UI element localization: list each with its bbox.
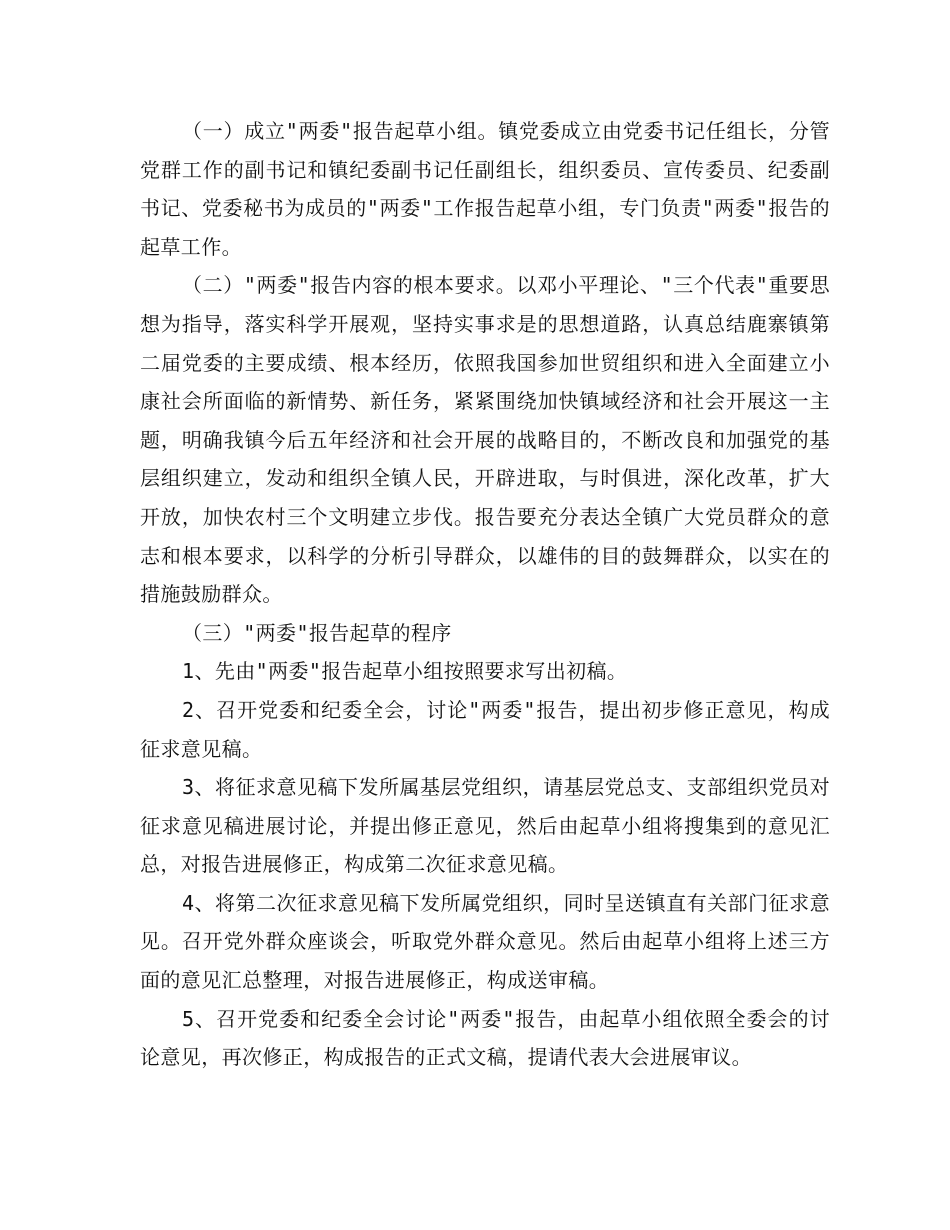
paragraph-step-5: 5、召开党委和纪委全会讨论"两委"报告，由起草小组依照全委会的讨论意见，再次修正，构成报告的正式文稿，提请代表大会进展审议。 (140, 1006, 830, 1070)
paragraph-section-1: （一）成立"两委"报告起草小组。镇党委成立由党委书记任组长，分管党群工作的副书记和镇纪委副书记任副组长，组织委员、宣传委员、纪委副书记、党委秘书为成员的"两委"工作报告起草小组，专门负责"两委"报告的起草工作。 (140, 119, 830, 259)
paragraph-step-1: 1、先由"两委"报告起草小组按照要求写出初稿。 (182, 659, 628, 684)
paragraph-step-3: 3、将征求意见稿下发所属基层党组织，请基层党总支、支部组织党员对征求意见稿进展讨论，并提出修正意见，然后由起草小组将搜集到的意见汇总，对报告进展修正，构成第二次征求意见稿。 (140, 775, 830, 877)
document-body (140, 112, 830, 1077)
paragraph-section-3-heading: （三）"两委"报告起草的程序 (182, 620, 452, 645)
paragraph-section-2: （二）"两委"报告内容的根本要求。以邓小平理论、"三个代表"重要思想为指导，落实科学开展观，坚持实事求是的思想道路，认真总结鹿寨镇第二届党委的主要成绩、根本经历，依照我国参加世贸组织和进入全面建立小康社会所面临的新情势、新任务，紧紧围绕加快镇域经济和社会开展这一主题，明确我镇今后五年经济和社会开展的战略目的，不断改良和加强党的基层组织建立，发动和组织全镇人民，开辟进取，与时俱进，深化改革，扩大开放，加快农村三个文明建立步伐。报告要充分表达全镇广大党员群众的意志和根本要求，以科学的分析引导群众，以雄伟的目的鼓舞群众，以实在的措施鼓励群众。 (140, 273, 830, 607)
paragraph-step-2: 2、召开党委和纪委全会，讨论"两委"报告，提出初步修正意见，构成征求意见稿。 (140, 697, 830, 761)
paragraph-step-4: 4、将第二次征求意见稿下发所属党组织，同时呈送镇直有关部门征求意见。召开党外群众座谈会，听取党外群众意见。然后由起草小组将上述三方面的意见汇总整理，对报告进展修正，构成送审稿。 (140, 890, 830, 993)
